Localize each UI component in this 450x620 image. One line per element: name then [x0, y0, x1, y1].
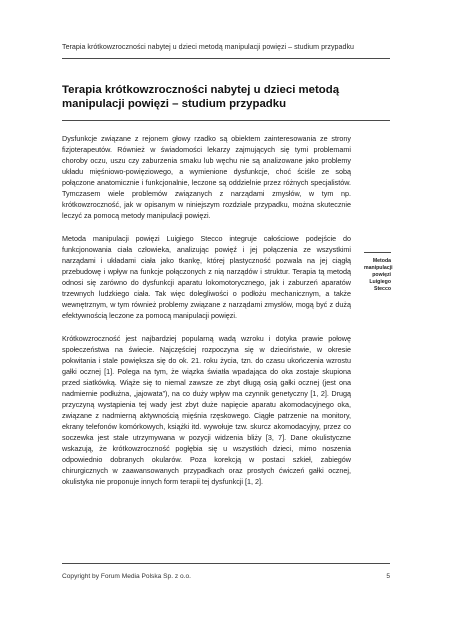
sidenote-rule: [364, 252, 391, 253]
footer-rule: [62, 563, 390, 564]
margin-note: Metoda manipulacji powięzi Luigiego Stecco: [364, 258, 393, 292]
running-header: Terapia krótkowzroczności nabytej u dzieci metodą manipulacji powięzi – studium przypadku: [62, 43, 354, 51]
article-title: Terapia krótkowzroczności nabytej u dzieci metodą manipulacji powięzi – studium przypadku: [62, 84, 340, 110]
paragraph-intro: Dysfunkcje związane z rejonem głowy rzadko są obiektem zainteresowania ze strony fizjoterapeutów. Również w świadomości lekarzy zajmujących się tymi problemami choroby oczu, uszu czy zaburzenia smaku lub węchu nie są analizowane jako problemy układu mięśniowo-powięziowego, a wymienione dysfunkcje, choć ściśle ze sobą połączone anatomicznie i funkcjonalnie, leczone są oddzielnie przez różnych specjalistów. Tymczasem wiele problemów związanych z narządami zmysłów, w tym np. krótkowzroczność, jak w opisanym w niniejszym rozdziale przypadku, można skutecznie leczyć za pomocą metody manipulacji powięzi.: [62, 134, 351, 220]
copyright-notice: Copyright by Forum Media Polska Sp. z o.o.: [62, 573, 191, 580]
title-rule: [62, 120, 390, 121]
page-number: 5: [386, 573, 390, 580]
article-body: [62, 133, 351, 499]
header-rule: [62, 58, 390, 59]
paragraph-method: Metoda manipulacji powięzi Luigiego Stecco integruje całościowe podejście do funkcjonowania ciała człowieka, analizując powięź i jej połączenia ze wszystkimi narządami i układami ciała jako tkankę, której plastyczność pozwala na jej ciągłą przebudowę i wpływ na funkcje połączonych z nią narządów i struktur. Terapia tą metodą odnosi się zarówno do dysfunkcji aparatu lokomotorycznego, jak i zaburzeń aparatów trzewnych ludzkiego ciała. Tak więc dolegliwości o podłożu mechanicznym, a także wewnętrznym, w tym również problemy związane z narządami zmysłów, mogą być z dużą efektywnością leczone za pomocą manipulacji powięzi.: [62, 234, 351, 320]
paragraph-myopia: Krótkowzroczność jest najbardziej popularną wadą wzroku i dotyka prawie połowę społeczeństwa na świecie. Najczęściej rozpoczyna się w dzieciństwie, w okresie pokwitania i stale powiększa się do ok. 21. roku życia, tzn. do czasu ukończenia wzrostu gałki ocznej [1]. Polega na tym, że wiązka światła wpadająca do oka zostaje skupiona przed siatkówką. Wiąże się to niemal zawsze ze zbyt długą osią gałki ocznej (jest ona nadmiernie podłużna, „jajowata”), na co duży wpływ ma czynnik genetyczny [1, 2]. Drugą przyczyną wystąpienia tej wady jest zbyt duże napięcie aparatu akomodacyjnego oka, związane z nadmierną aktywnością mięśnia rzęskowego. Ciągłe patrzenie na monitory, ekrany telefonów komórkowych, książki itd. wywołuje tzw. skurcz akomodacyjny, przez co soczewka jest stale utrzymywana w pozycji widzenia bliży [3, 7]. Dane okulistyczne wskazują, że krótkowzroczność pogłębia się u wszystkich dzieci, mimo noszenia odpowiednio dobranych okularów. Poza korekcją w postaci szkieł, zabiegów chirurgicznych w zaawansowanych przypadkach oraz prostych ćwiczeń gałki ocznej, okulistyka nie proponuje innych form terapii tej dysfunkcji [1, 2].: [62, 334, 351, 486]
